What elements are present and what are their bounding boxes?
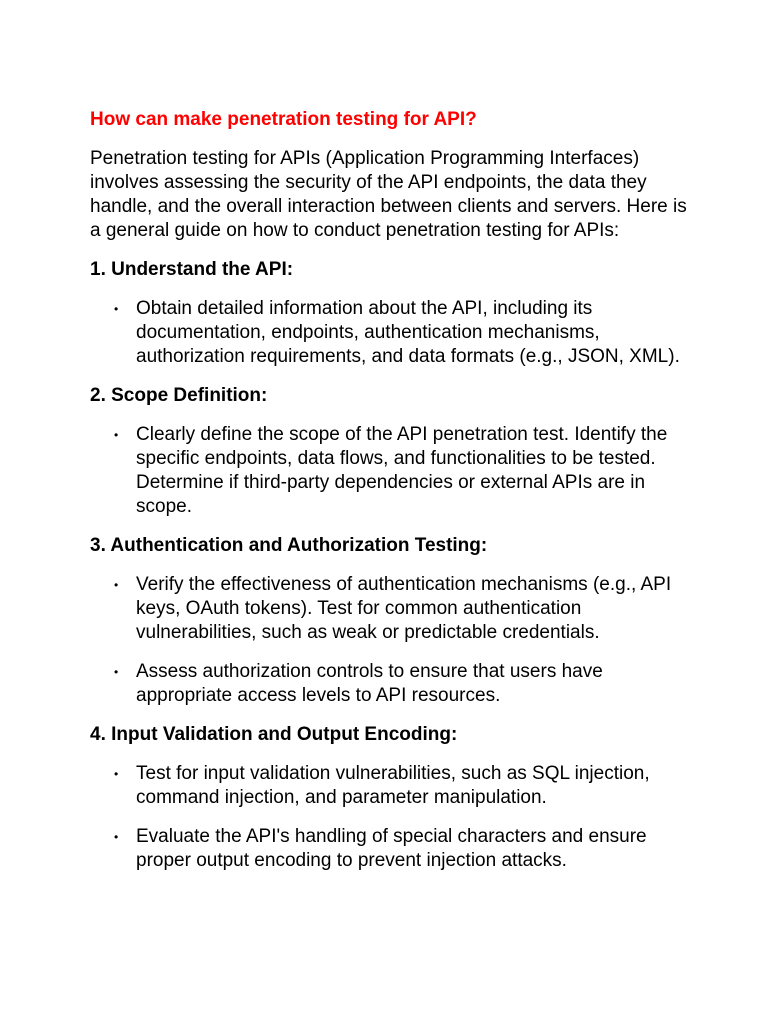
section-2 <box>90 384 690 519</box>
list-item <box>90 297 690 369</box>
list-item-text: Evaluate the API's handling of special characters and ensure proper output encoding to prevent injection attacks. <box>136 826 647 871</box>
list-item <box>90 762 690 810</box>
document-page <box>90 108 690 888</box>
bullet-dot-icon: • <box>114 302 119 316</box>
section-3 <box>90 534 690 708</box>
bullet-dot-icon: • <box>114 665 119 679</box>
list-item-text: Clearly define the scope of the API penetration test. Identify the specific endpoints, data flows, and functionalities to be tested. Determine if third-party dependencies or external APIs are in scope. <box>136 424 668 517</box>
list-item-text: Verify the effectiveness of authentication mechanisms (e.g., API keys, OAuth tokens). Test for common authentication vulnerabilities, such as weak or predictable credentials. <box>136 574 672 643</box>
section-1 <box>90 258 690 369</box>
bullet-dot-icon: • <box>114 428 119 442</box>
bullet-dot-icon: • <box>114 767 119 781</box>
bullet-list <box>90 762 690 873</box>
section-heading: 4. Input Validation and Output Encoding: <box>90 724 458 745</box>
document-title: How can make penetration testing for API? <box>90 109 477 130</box>
list-item <box>90 423 690 519</box>
section-heading: 1. Understand the API: <box>90 259 294 280</box>
list-item <box>90 573 690 645</box>
bullet-list <box>90 297 690 369</box>
section-heading: 3. Authentication and Authorization Testing: <box>90 535 488 556</box>
bullet-list <box>90 573 690 708</box>
section-4 <box>90 723 690 873</box>
list-item-text: Test for input validation vulnerabilities, such as SQL injection, command injection, and parameter manipulation. <box>136 763 650 808</box>
list-item <box>90 825 690 873</box>
list-item-text: Obtain detailed information about the API, including its documentation, endpoints, authentication mechanisms, authorization requirements, and data formats (e.g., JSON, XML). <box>136 298 680 367</box>
list-item-text: Assess authorization controls to ensure that users have appropriate access levels to API resources. <box>136 661 603 706</box>
section-heading: 2. Scope Definition: <box>90 385 268 406</box>
bullet-dot-icon: • <box>114 578 119 592</box>
intro-paragraph: Penetration testing for APIs (Application Programming Interfaces) involves assessing the security of the API endpoints, the data they handle, and the overall interaction between clients and servers. Here is a general guide on how to conduct penetration testing for APIs: <box>90 148 687 241</box>
bullet-dot-icon: • <box>114 830 119 844</box>
list-item <box>90 660 690 708</box>
bullet-list <box>90 423 690 519</box>
